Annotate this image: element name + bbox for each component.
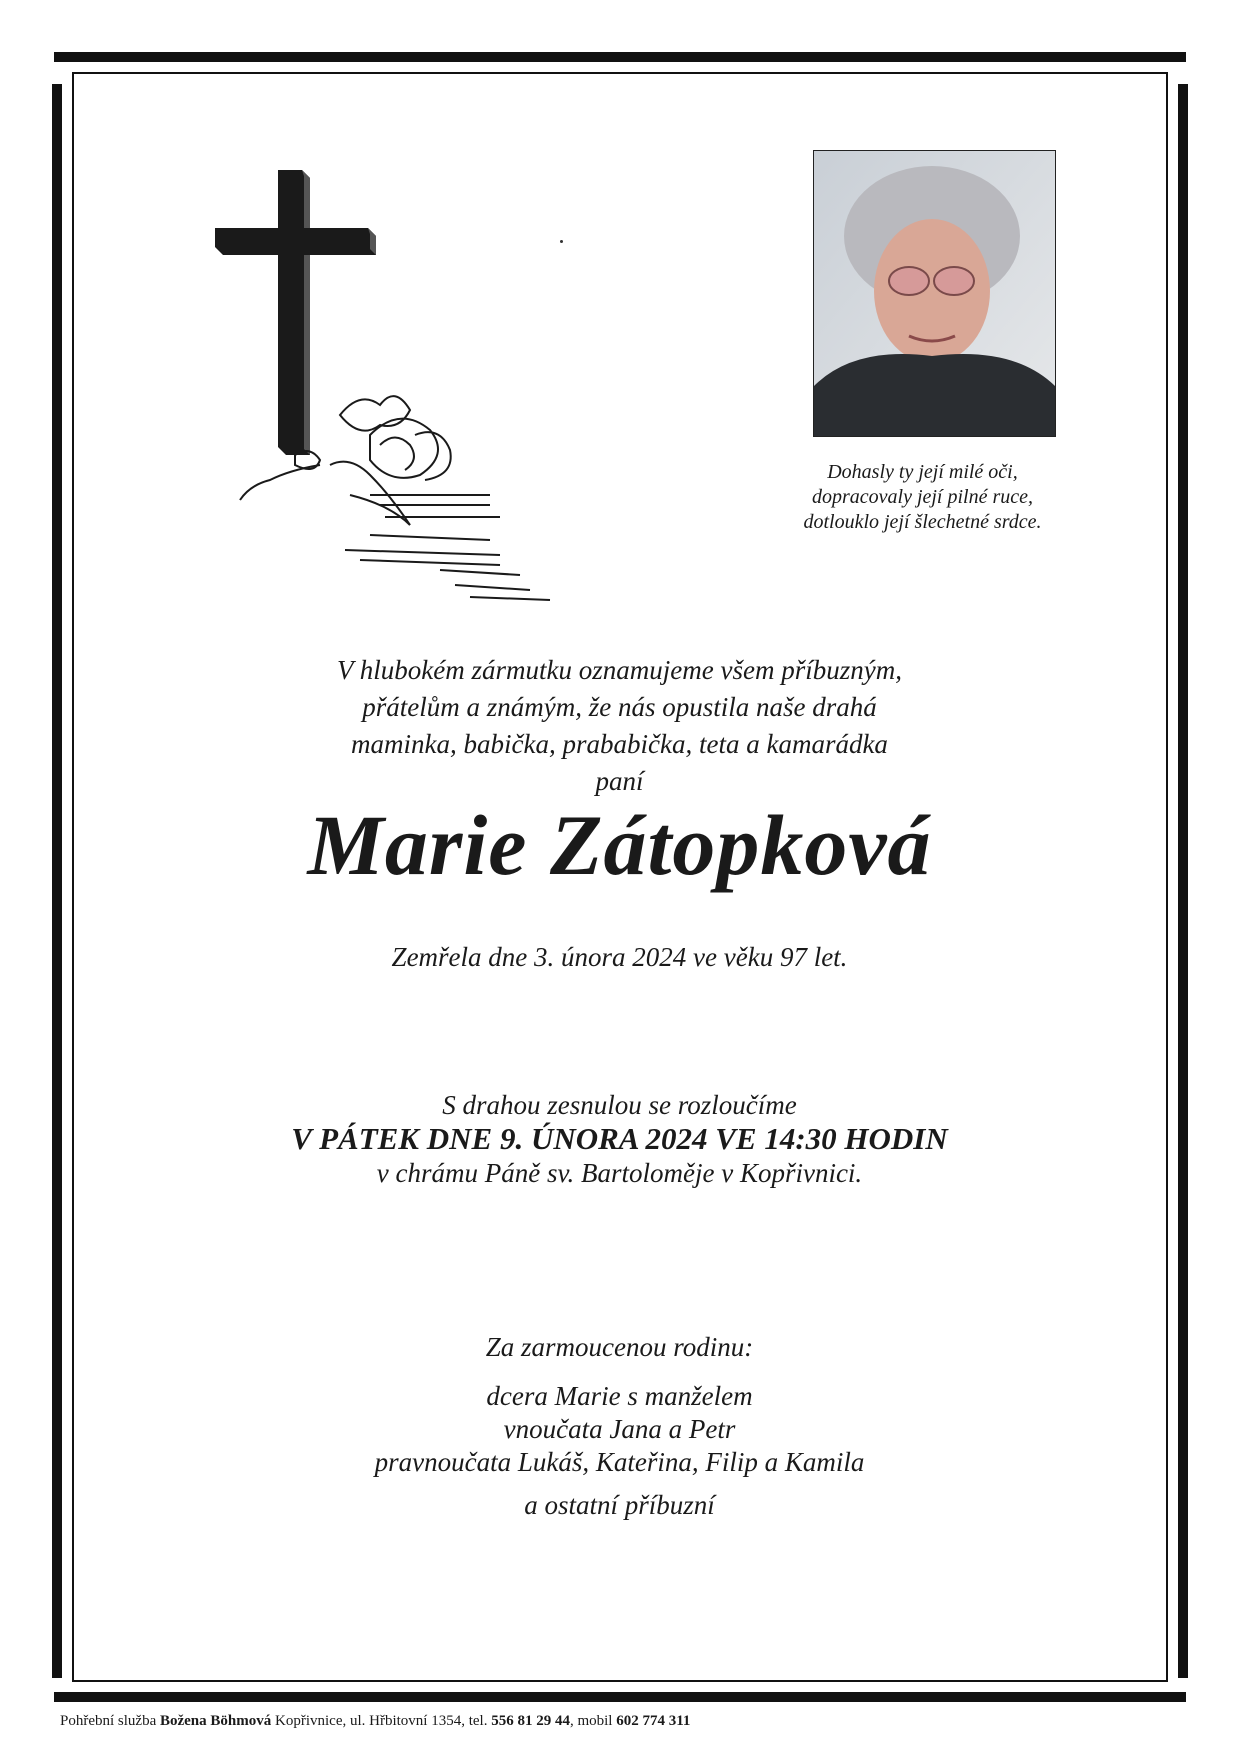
announcement-intro (0, 652, 1239, 800)
family-member: dcera Marie s manželem (486, 1381, 753, 1411)
quote-line: dotlouklo její šlechetné srdce. (803, 511, 1042, 533)
deceased-name: Marie Zátopková (307, 797, 932, 893)
footer-address: Kopřivnice, ul. Hřbitovní 1354, tel. (275, 1713, 488, 1729)
quote-line: Dohasly ty její milé oči, (827, 461, 1018, 483)
family-others: a ostatní příbuzní (524, 1490, 715, 1520)
intro-line: maminka, babička, prababička, teta a kamarádka (351, 729, 888, 759)
footer-phone: 556 81 29 44 (491, 1713, 570, 1729)
footer-owner: Božena Böhmová (159, 1713, 272, 1729)
footer-prefix: Pohřební služba (60, 1713, 157, 1729)
intro-line: V hlubokém zármutku oznamujeme všem příbuzným, (337, 655, 902, 685)
footer-mobile: 602 774 311 (616, 1713, 691, 1729)
farewell-place: v chrámu Páně sv. Bartoloměje v Kopřivnici. (376, 1158, 863, 1188)
farewell-intro: S drahou zesnulou se rozloučíme (442, 1090, 797, 1120)
portrait-photo (813, 150, 1056, 437)
frame-bottom-bar (54, 1692, 1186, 1702)
intro-line: paní (595, 766, 644, 796)
family-member: pravnoučata Lukáš, Kateřina, Filip a Kamila (374, 1447, 865, 1477)
family-list (0, 1380, 1239, 1479)
frame-inner-bottom (72, 1680, 1168, 1682)
speck (560, 240, 563, 243)
family-member: vnoučata Jana a Petr (503, 1414, 736, 1444)
portrait-image (814, 151, 1055, 436)
farewell-info (0, 1088, 1239, 1190)
frame-top-bar (54, 52, 1186, 62)
quote-line: dopracovaly její pilné ruce, (811, 486, 1034, 508)
funeral-service-footer (60, 1713, 690, 1730)
farewell-datetime: V PÁTEK DNE 9. ÚNORA 2024 VE 14:30 HODIN (291, 1121, 948, 1156)
footer-mobile-label: , mobil (569, 1713, 613, 1729)
memorial-quote (770, 460, 1075, 535)
intro-line: přátelům a známým, že nás opustila naše drahá (362, 692, 877, 722)
family-heading: Za zarmoucenou rodinu: (485, 1332, 754, 1362)
cross-with-roses-icon (200, 165, 560, 615)
frame-inner-top (72, 72, 1168, 74)
death-date-text: Zemřela dne 3. února 2024 ve věku 97 let. (391, 942, 848, 972)
